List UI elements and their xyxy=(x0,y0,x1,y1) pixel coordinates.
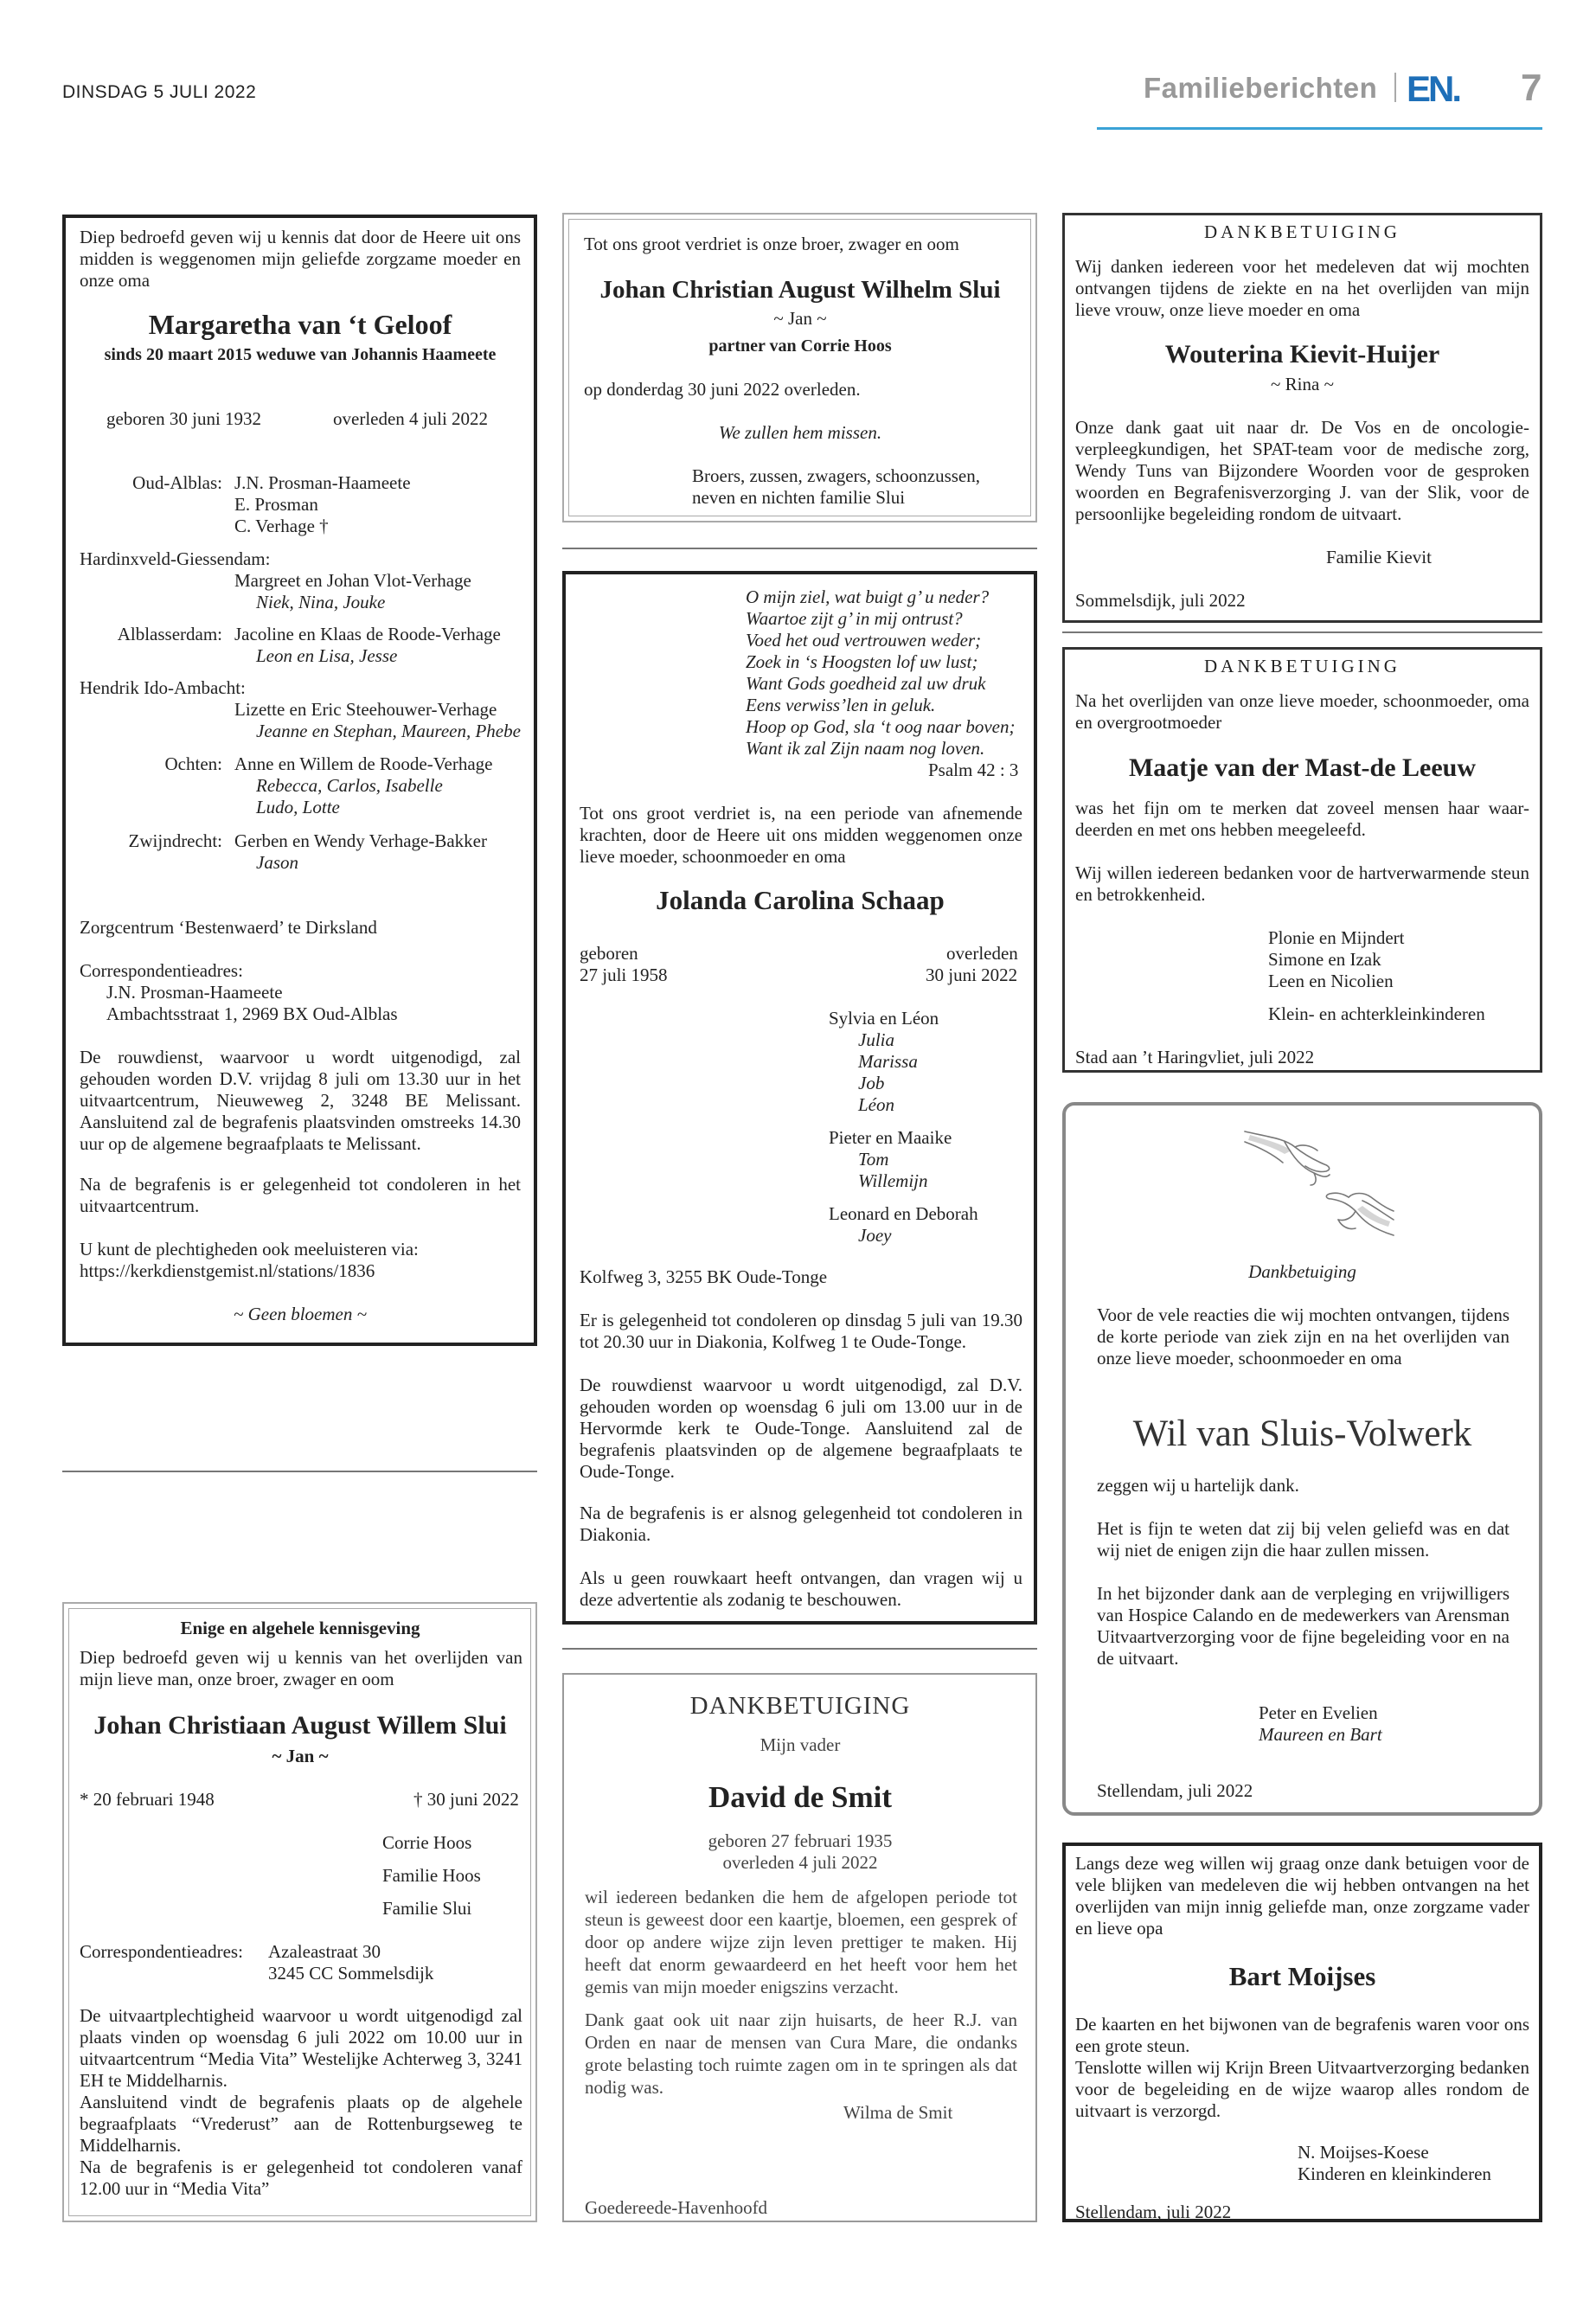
sluis-name: Wil van Sluis-Volwerk xyxy=(1132,1413,1472,1454)
kievit-nick: ~ Rina ~ xyxy=(1271,374,1334,394)
mast-name: Maatje van der Mast-de Leeuw xyxy=(1128,753,1477,782)
mast-p1: was het fijn om te merken dat zoveel mensen haar waar-deerden en met ons hebben meegeleefd. xyxy=(1075,798,1529,840)
slui7-p1: De uitvaartplechtigheid waarvoor u wordt uitgenodigd zal plaats vinden op woensdag 6 juli 2022 om 10.00 uur in uitvaartcentrum “Media Vita” Westelijke Achterweg 3, 3241 EH te Middelharnis. xyxy=(80,2005,522,2091)
schaap-name: Jolanda Carolina Schaap xyxy=(656,885,945,915)
mast-fam-0: Plonie en Mijndert xyxy=(1268,927,1405,948)
sluis-heading: Dankbetuiging xyxy=(1248,1261,1356,1282)
sluis-p1: Het is fijn te weten dat zij bij velen geliefd was en dat wij niet de enigen zijn die haar zullen missen. xyxy=(1097,1518,1509,1561)
geloof-place-3: Hendrik Ido-Ambacht: xyxy=(80,677,246,698)
slui7-p3: Na de begrafenis is er gelegenheid tot condoleren vanaf 12.00 uur in “Media Vita” xyxy=(80,2157,522,2199)
schaap-poem-3: Zoek in ‘s Hoogsten lof uw lust; xyxy=(746,651,978,672)
schaap-poem-5: Eens verwiss’len in geluk. xyxy=(746,695,936,715)
schaap-kid-0-3: Léon xyxy=(858,1094,894,1115)
column-divider xyxy=(562,548,1037,549)
sluis-thanks: zeggen wij u hartelijk dank. xyxy=(1097,1475,1299,1496)
schaap-kid-0-2: Job xyxy=(858,1073,885,1093)
geloof-corr-1: Ambachtsstraat 1, 2969 BX Oud-Alblas xyxy=(106,1003,398,1024)
schaap-p3: Na de begrafenis is er alsnog gelegenheid tot condoleren in Diakonia. xyxy=(580,1503,1022,1545)
moijses-sign-2: Kinderen en kleinkinderen xyxy=(1298,2163,1491,2184)
mast-p2: Wij willen iedereen bedanken voor de hartverwarmende steun en betrokkenheid. xyxy=(1075,862,1529,905)
sluis-intro: Voor de vele reacties die wij mochten ontvangen, tijdens de korte periode van ziek zijn en na het overlijden van onze lieve moeder, schoonmoeder en oma xyxy=(1097,1304,1509,1368)
schaap-psalm: Psalm 42 : 3 xyxy=(928,760,1019,780)
page-date: DINSDAG 5 JULI 2022 xyxy=(62,82,257,102)
kievit-family: Familie Kievit xyxy=(1326,547,1432,567)
geloof-subtitle: sinds 20 maart 2015 weduwe van Johannis Haameete xyxy=(104,345,497,364)
schaap-born-date: 27 juli 1958 xyxy=(580,965,668,985)
moijses-sign-1: N. Moijses-Koese xyxy=(1298,2142,1429,2163)
geloof-place-2: Alblasserdam: xyxy=(117,624,222,644)
schaap-poem-6: Hoop op God, sla ‘t oog naar boven; xyxy=(746,716,1016,737)
slui2-miss: We zullen hem missen. xyxy=(718,422,882,443)
geloof-kids-1: Niek, Nina, Jouke xyxy=(256,592,386,612)
schaap-p1: Er is gelegenheid tot condoleren op dinsdag 5 juli van 19.30 tot 20.30 uur in Diakonia, Kolfweg 1 te Oude-Tonge. xyxy=(580,1310,1022,1352)
geloof-corr-label: Correspondentieadres: xyxy=(80,960,243,981)
smit-name: David de Smit xyxy=(708,1780,892,1814)
slui2-intro: Tot ons groot verdriet is onze broer, zwager en oom xyxy=(584,234,959,254)
schaap-born-label: geboren xyxy=(580,943,638,964)
geloof-place-1: Hardinxveld-Giessendam: xyxy=(80,548,271,569)
geloof-born: geboren 30 juni 1932 xyxy=(106,408,262,429)
schaap-parents-2: Leonard en Deborah xyxy=(829,1203,978,1224)
geloof-place-4: Ochten: xyxy=(164,753,222,774)
slui2-name: Johan Christian August Wilhelm Slui xyxy=(599,276,1001,304)
schaap-address: Kolfweg 3, 3255 BK Oude-Tonge xyxy=(580,1266,828,1287)
geloof-fam-2: Jacoline en Klaas de Roode-Verhage xyxy=(234,624,501,644)
geloof-kids-2: Leon en Lisa, Jesse xyxy=(256,645,398,666)
kievit-text: Onze dank gaat uit naar dr. De Vos en de oncologie-verpleegkundigen, het SPAT-team voor de medische zorg, Wendy Tuns van Bijzondere Woorden voor de gesproken woorden en Begrafenisverzorging J. van der Slik, voor de persoonlijke begeleiding rondom de uitvaart. xyxy=(1075,417,1529,524)
geloof-url: https://kerkdienstgemist.nl/stations/1836 xyxy=(80,1260,375,1281)
header-divider xyxy=(1394,73,1396,102)
smit-p2: Dank gaat ook uit naar zijn huisarts, de heer R.J. van Orden en naar de mensen van Cura Mare, die ondanks grote belasting toch ruimte zagen om in te springen als dat nodig was. xyxy=(585,2009,1017,2098)
hands-illustration-icon xyxy=(1241,1125,1397,1241)
geloof-place-5: Zwijndrecht: xyxy=(128,830,222,851)
geloof-kids-3: Jeanne en Stephan, Maureen, Phebe xyxy=(256,721,521,741)
column-divider xyxy=(62,1471,537,1472)
smit-place: Goedereede-Havenhoofd xyxy=(585,2197,768,2218)
kievit-intro: Wij danken iedereen voor het medeleven dat wij mochten ontvangen tijdens de ziekte en na het overlijden van mijn lieve vrouw, onze lieve moeder en oma xyxy=(1075,256,1529,320)
schaap-died-label: overleden xyxy=(946,943,1018,964)
schaap-kid-0-0: Julia xyxy=(858,1029,894,1050)
geloof-died: overleden 4 juli 2022 xyxy=(333,408,489,429)
schaap-poem-0: O mijn ziel, wat buigt g’ u neder? xyxy=(746,586,990,607)
mast-place: Stad aan ’t Haringvliet, juli 2022 xyxy=(1075,1047,1315,1067)
sluis-fam-1: Peter en Evelien xyxy=(1259,1702,1378,1723)
sluis-fam-2: Maureen en Bart xyxy=(1259,1724,1382,1745)
kievit-place: Sommelsdijk, juli 2022 xyxy=(1075,590,1246,611)
geloof-corr-0: J.N. Prosman-Haameete xyxy=(106,982,283,1003)
geloof-service: De rouwdienst, waarvoor u wordt uitgenodigd, zal gehouden worden D.V. vrijdag 8 juli om 13.30 uur in het uitvaartcentrum, Nieuweweg 2, 3248 BE Melissant. Aansluitend zal de begrafenis plaatsvinden omstreeks 14.30 uur op de algemene begraafplaats te Melissant. xyxy=(80,1047,521,1154)
slui7-intro: Diep bedroefd geven wij u kennis van het overlijden van mijn lieve man, onze broer, zwager en oom xyxy=(80,1647,522,1689)
slui7-born: * 20 februari 1948 xyxy=(80,1789,215,1810)
geloof-fam-0-1: E. Prosman xyxy=(234,494,318,515)
slui7-name: Johan Christiaan August Willem Slui xyxy=(93,1711,507,1740)
kievit-name: Wouterina Kievit-Huijer xyxy=(1164,340,1440,369)
column-divider xyxy=(1062,631,1542,633)
newspaper-logo: EN. xyxy=(1407,68,1460,109)
schaap-poem-1: Waartoe zijt g’ in mij ontrust? xyxy=(746,608,963,629)
schaap-p4: Als u geen rouwkaart heeft ontvangen, dan vragen wij u deze advertentie als zodanig te beschouwen. xyxy=(580,1567,1022,1610)
mast-fam-2: Leen en Nicolien xyxy=(1268,971,1394,991)
slui7-nick: ~ Jan ~ xyxy=(272,1746,329,1766)
slui2-fam-1: neven en nichten familie Slui xyxy=(692,487,906,508)
slui7-fam-0: Corrie Hoos xyxy=(382,1832,472,1853)
moijses-place: Stellendam, juli 2022 xyxy=(1075,2202,1232,2222)
section-title: Familieberichten xyxy=(1144,72,1378,104)
smit-sign: Wilma de Smit xyxy=(843,2102,953,2123)
page-number: 7 xyxy=(1521,67,1542,109)
slui7-fam-1: Familie Hoos xyxy=(382,1865,481,1886)
slui7-title: Enige en algehele kennisgeving xyxy=(180,1618,420,1638)
sluis-place: Stellendam, juli 2022 xyxy=(1097,1780,1253,1801)
mast-fam-1: Simone en Izak xyxy=(1268,949,1381,970)
geloof-fam-5: Gerben en Wendy Verhage-Bakker xyxy=(234,830,488,851)
schaap-parents-0: Sylvia en Léon xyxy=(829,1008,939,1029)
schaap-intro: Tot ons groot verdriet is, na een periode van afnemende krachten, door de Heere uit ons midden weggenomen onze lieve moeder, schoonmoeder en oma xyxy=(580,803,1022,867)
geloof-kids-4a: Rebecca, Carlos, Isabelle xyxy=(256,775,443,796)
schaap-poem-2: Voed het oud vertrouwen weder; xyxy=(746,630,982,651)
smit-title: DANKBETUIGING xyxy=(689,1692,911,1720)
smit-sub: Mijn vader xyxy=(760,1734,841,1755)
slui7-corr-0: Azaleastraat 30 xyxy=(268,1941,381,1962)
sluis-p2: In het bijzonder dank aan de verpleging en vrijwilligers van Hospice Calando en de medewerkers van Arensman Uitvaartverzorging voor de fijne begeleiding voor en na de uitvaart. xyxy=(1097,1583,1509,1669)
smit-died: overleden 4 juli 2022 xyxy=(722,1852,878,1873)
mast-title: DANKBETUIGING xyxy=(1204,656,1401,676)
slui7-fam-2: Familie Slui xyxy=(382,1898,472,1919)
schaap-poem-7: Want ik zal Zijn naam nog loven. xyxy=(746,738,985,759)
geloof-location: Zorgcentrum ‘Bestenwaerd’ te Dirksland xyxy=(80,917,377,938)
geloof-name: Margaretha van ‘t Geloof xyxy=(148,309,452,340)
schaap-kid-2-0: Joey xyxy=(858,1225,892,1246)
schaap-kid-0-1: Marissa xyxy=(858,1051,918,1072)
geloof-listen: U kunt de plechtigheden ook meeluisteren via: xyxy=(80,1239,419,1259)
schaap-died-date: 30 juni 2022 xyxy=(926,965,1018,985)
mast-kids: Klein- en achterkleinkinderen xyxy=(1268,1003,1485,1024)
geloof-condole: Na de begrafenis is er gelegenheid tot condoleren in het uitvaartcentrum. xyxy=(80,1174,521,1216)
geloof-place-0: Oud-Alblas: xyxy=(132,472,222,493)
geloof-fam-0-2: C. Verhage † xyxy=(234,516,329,536)
slui7-p2: Aansluitend vindt de begrafenis plaats op de algehele begraafplaats “Vrederust” aan de Rottenburgseweg te Middelharnis. xyxy=(80,2092,522,2156)
geloof-fam-1: Margreet en Johan Vlot-Verhage xyxy=(234,570,471,591)
moijses-p2: Tenslotte willen wij Krijn Breen Uitvaartverzorging bedanken voor de begeleiding en de wijze waarop alles rondom de uitvaart is verzorgd. xyxy=(1075,2057,1529,2121)
smit-born: geboren 27 februari 1935 xyxy=(708,1830,893,1851)
geloof-flowers: ~ Geen bloemen ~ xyxy=(234,1304,367,1324)
moijses-name: Bart Moijses xyxy=(1228,1961,1376,1991)
kievit-title: DANKBETUIGING xyxy=(1204,221,1401,242)
smit-p1: wil iedereen bedanken die hem de afgelopen periode tot steun is geweest door een kaartje, bloemen, een gesprek of door op andere wijze zijn leven prettiger te maken. Hij heeft dat enorm gewaardeerd en het heeft voor hem het gemis van mijn moeder enigszins verzacht. xyxy=(585,1887,1017,1997)
moijses-p1: De kaarten en het bijwonen van de begrafenis waren voor ons een grote steun. xyxy=(1075,2014,1529,2056)
column-divider xyxy=(562,1648,1037,1650)
slui7-corr-1: 3245 CC Sommelsdijk xyxy=(268,1963,434,1984)
schaap-kid-1-0: Tom xyxy=(858,1149,889,1170)
geloof-kids-5: Jason xyxy=(256,852,298,873)
slui2-date: op donderdag 30 juni 2022 overleden. xyxy=(584,379,861,400)
slui7-corr-label: Correspondentieadres: xyxy=(80,1941,243,1962)
moijses-intro: Langs deze weg willen wij graag onze dank betuigen voor de vele blijken van medeleven die wij hebben ontvangen na het overlijden van mijn innig geliefde man, onze zorgzame vader en lieve opa xyxy=(1075,1853,1529,1939)
geloof-intro: Diep bedroefd geven wij u kennis dat door de Heere uit ons midden is weggenomen mijn geliefde zorgzame moeder en onze oma xyxy=(80,227,521,291)
slui7-died: † 30 juni 2022 xyxy=(413,1789,519,1810)
geloof-fam-3: Lizette en Eric Steehouwer-Verhage xyxy=(234,699,497,720)
schaap-p2: De rouwdienst waarvoor u wordt uitgenodigd, zal D.V. gehouden worden op woensdag 6 juli om 13.00 uur in de Hervormde kerk te Oude-Tonge. Aansluitend zal de begrafenis plaatsvinden op de algemene begraafplaats te Oude-Tonge. xyxy=(580,1375,1022,1482)
geloof-kids-4b: Ludo, Lotte xyxy=(256,797,340,817)
slui2-fam-0: Broers, zussen, zwagers, schoonzussen, xyxy=(692,465,980,486)
slui2-nick: ~ Jan ~ xyxy=(773,308,827,329)
mast-intro: Na het overlijden van onze lieve moeder, schoonmoeder, oma en overgrootmoeder xyxy=(1075,690,1529,733)
slui2-partner: partner van Corrie Hoos xyxy=(708,336,892,356)
schaap-poem-4: Want Gods goedheid zal uw druk xyxy=(746,673,986,694)
schaap-kid-1-1: Willemijn xyxy=(858,1170,928,1191)
schaap-parents-1: Pieter en Maaike xyxy=(829,1127,952,1148)
header-rule xyxy=(1097,127,1542,130)
geloof-fam-4: Anne en Willem de Roode-Verhage xyxy=(234,753,493,774)
geloof-fam-0-0: J.N. Prosman-Haameete xyxy=(234,472,411,493)
